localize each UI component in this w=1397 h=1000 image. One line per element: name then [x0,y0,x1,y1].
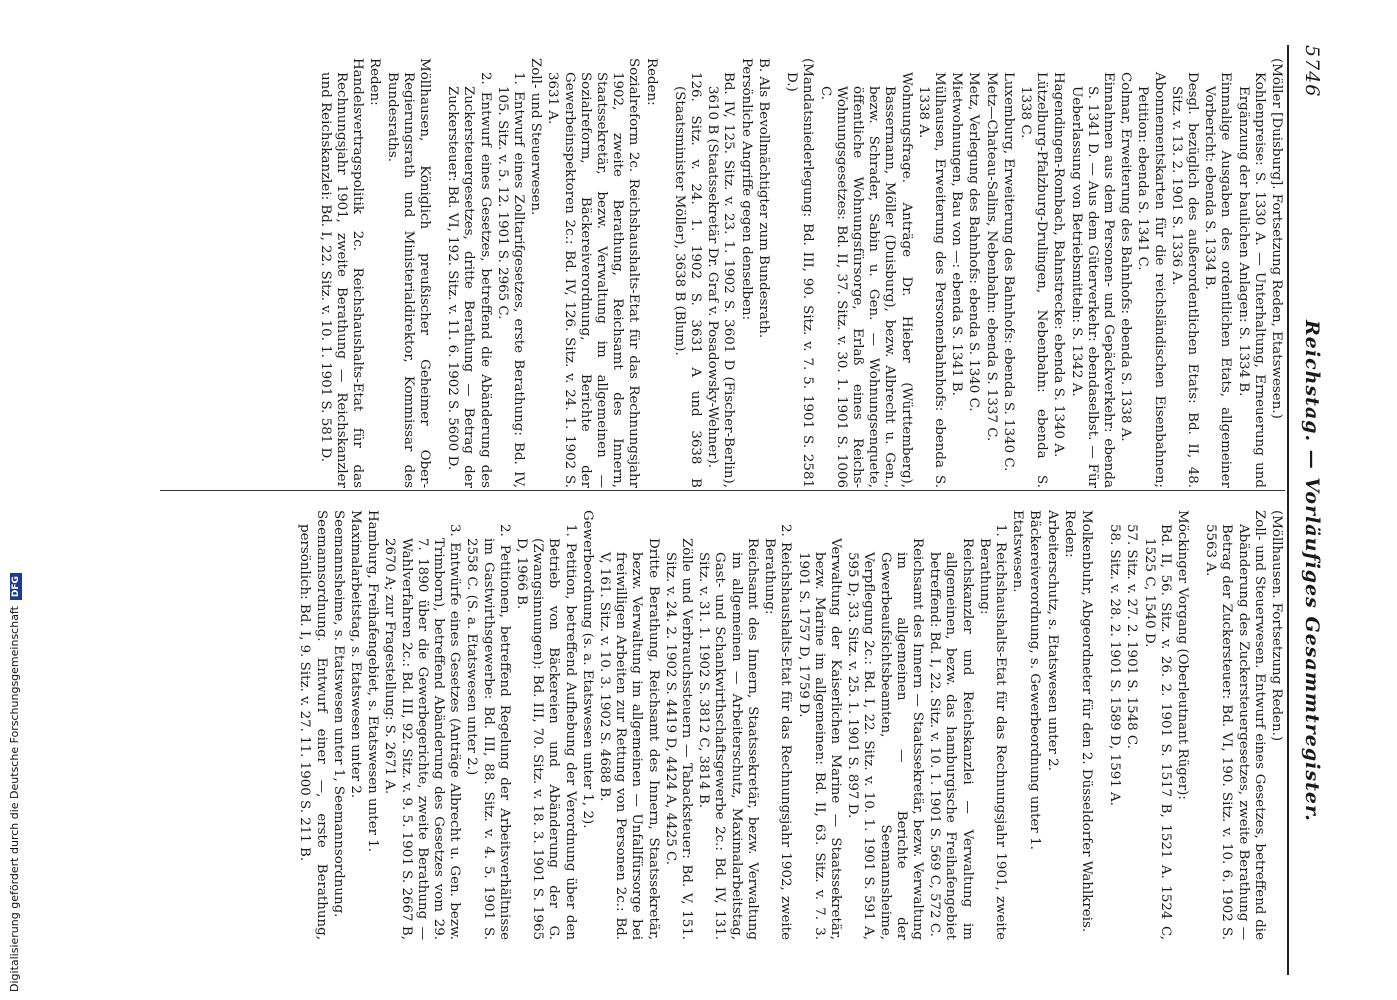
right-column-entry: Bäckereiverordnung, s. Gewerbeordnung unter 1. [1027,510,1043,850]
left-column-entry: Mietwohnungen, Bau von —: ebenda S. 1341 B. [949,72,965,396]
left-column-entry: Sozialreform 2c. Reichshaushalts-Etat für das Rechnungsjahr 1902, zweite Berathung, Reichsamt des Innern, Staatssekretär, bezw. Verwaltung im allgemeinen — Sozialreform, Bäckereiverordnung, Berichte der Gewerbeinspektoren 2c.: Bd. IV, 126. Sitz. v. 24. 1. 1902 S. 3631 A. [545,58,642,488]
digitization-footer [8,573,22,992]
left-column-entry: Luxemburg, Erweiterung des Bahnhofs: ebenda S. 1340 C. [1000,72,1016,472]
right-column-entry: 58. Sitz. v. 28. 2. 1901 S. 1589 D, 1591 A. [1107,524,1123,806]
left-column-entry [772,58,782,488]
left-column-entry: Möllhausen, Königlich preußischer Geheimer Ober-Regierungsrath und Ministerialdirektor, Kommissar des Bundesraths. [384,58,433,488]
left-column-entry: Kohlenpreise: S. 1330 A. — Unterhaltung, Erneuerung und Ergänzung der baulichen Anlagen: S. 1334 B. [1235,72,1267,488]
left-column-entry: Mülhausen, Erweiterung des Personenbahnhofs: ebenda S. 1338 A. [915,72,947,488]
left-column-entry: Reden: [367,58,383,106]
left-column-entry: Zoll- und Steuerwesen. [528,58,544,216]
left-column-entry: Metz—Chateau-Salins, Nebenbahn: ebenda S. 1337 C. [983,72,999,442]
left-column-entry: Bd. IV, 125. Sitz. v. 23. 1. 1902 S. 3601 D (Fischer-Berlin), 3610 B (Staatssekretär Dr. Graf v. Posadowsky-Wehner). [705,72,737,488]
left-column-entry: Wohnungsfrage. Anträge Dr. Hieber (Württemberg), Bassermann, Möller (Duisburg), bezw. Albrecht u. Gen., bezw. Schrader, Sabin u. Gen. — Wohnungsenquete, öffentliche Wohnungsfürsorge, Erlaß eines Reichs-Wohnungsgesetzes: Bd. II, 37. Sitz. v. 30. 1. 1901 S. 1006 C. [817,72,914,488]
right-column-entry: Maximalarbeitstag, s. Etatswesen unter 2. [348,510,364,799]
left-column-entry: 2. Entwurf eines Gesetzes, betreffend die Abänderung des Zuckersteuergesetzes, dritte Berathung — Betrag der Zuckersteuer: Bd. VI, 192. Sitz. v. 11. 6. 1902 S. 5600 D. [445,72,493,488]
right-column-entry: 2. Reichshaushalts-Etat für das Rechnungsjahr 1902, zweite Berathung: [762,524,794,940]
left-column-entry: Persönliche Angriffe gegen denselben: [738,58,754,321]
left-column-entry: Reden: [643,58,659,106]
right-column-entry: Möckinger Vorgang (Oberleutnant Rüger): [1174,510,1190,800]
left-column-entry: 1. Entwurf eines Zolltarifgesetzes, erste Berathung: Bd. IV, 105. Sitz. v. 5. 12. 1901 S. 2965 C. [494,72,527,488]
column-separator [160,490,1285,491]
page-number: 5746 [1301,45,1323,98]
right-column-entry: Reichsamt des Innern, Staatssekretär, bezw. Verwaltung im allgemeinen — Arbeiterschutz, Maximalarbeitstag, Gast- und Schankwirthschaftsgewerbe 2c.: Bd. IV, 131. Sitz. v. 31. 1. 1902 S. 3812 C, 3814 B. [696,538,760,940]
right-column-entry [1095,510,1105,940]
right-column-entry: Gewerbeordnung (s. a. Etatswesen unter 1, 2). [579,510,595,829]
right-column-entry: Bd. II, 56. Sitz. v. 26. 2. 1901 S. 1517 B, 1521 A. 1524 C, 1525 C, 1540 D. [1141,524,1173,940]
right-column-entry: Reichskanzler und Reichskanzlei — Verwaltung im allgemeinen, bezw. das hamburgische Freihafengebiet betreffend: Bd. I, 22. Sitz. v. 10. 1. 1901 S. 569 C, 572 C. [927,538,975,940]
right-column-entry: 57. Sitz. v. 27. 2. 1901 S. 1548 C. [1124,524,1140,749]
right-column-entry: 3. Entwürfe eines Gesetzes (Anträge Albrecht u. Gen. bezw. Trimborn), betreffend Abänderung des Gesetzes vom 29. 7. 1890 über die Gewerbegerichte, zweite Berathung — Wahlverfahren 2c.: Bd. III, 92. Sitz. v. 9. 5. 1901 S. 2667 B, 2670 A; zur Fragestellung: S. 2671 A. [382,524,463,940]
right-column-entry: Reden: [1061,510,1077,558]
left-column-entry: Hagendingen-Rombach, Bahnstrecke: ebenda S. 1340 A. [1051,72,1067,458]
right-column-entry: Arbeiterschutz, s. Etatswesen unter 2. [1044,510,1060,771]
left-column-entry: Lützelburg-Pfalzburg-Drulingen, Nebenbahn: ebenda S. 1338 C. [1017,72,1050,488]
right-column-entry: (Möllhausen. Fortsetzung Reden.) [1269,510,1284,742]
right-column-entry: 2. Petitionen, betreffend Regelung der Arbeitsverhältnisse im Gastwirthsgewerbe: Bd. III, 88. Sitz. v. 4. 5. 1901 S. 2558 C. (S. a. Etatswesen unter 2.) [464,524,512,940]
left-column [317,58,1285,488]
right-column-entry: Seemannsordnung. Entwurf einer —, erste Berathung, persönlich: Bd. I, 9. Sitz. v. 27. 11. 1900 S. 211 B. [297,510,329,940]
right-column-entry: Seemannsheime, s. Etatswesen unter 1, Seemannsordnung. [330,510,346,918]
left-column-entry: Handelsvertragspolitik 2c. Reichshaushalts-Etat für das Rechnungsjahr 1901, zweite Berathung — Reichskanzler und Reichskanzlei: Bd. I, 22. Sitz. v. 10. 1. 1901 S. 581 D. [317,58,366,488]
left-column-entry [433,58,443,488]
right-column-entry: Hamburg, Freihafengebiet, s. Etatswesen unter 1. [365,510,381,853]
page-header [1291,0,1331,1000]
dfg-logo: DFG [10,573,22,600]
right-column-entry: Molkenbuhr, Abgeordneter für den 2. Düsseldorfer Wahlkreis. [1078,510,1094,933]
right-column-entry: Zölle und Verbrauchssteuern — Tabacksteuer: Bd. V, 151. Sitz. v. 24. 2. 1902 S. 4419 D, 4424 A, 4425 C. [662,538,695,940]
header-rule [1287,45,1289,975]
left-column-entry: Einmalige Ausgaben des ordentlichen Etats, allgemeiner Vorbericht: ebenda S. 1334 B. [1202,72,1234,488]
left-column-entry: Einnahmen aus dem Personen- und Gepäckverkehr: ebenda S. 1341 D. — Aus dem Güterverkehr: ebendaselbst. — Für Ueberlassung von Betriebsmitteln: S. 1342 A. [1068,72,1116,488]
right-column-entry: Verwaltung der Kaiserlichen Marine — Staatssekretär, bezw. Marine im allgemeinen: Bd. II, 63. Sitz. v. 7. 3. 1901 S. 1757 D, 1759 D. [795,538,843,940]
page-title: Reichstag. — Vorläufiges Gesammtregister. [1301,320,1323,822]
right-column-entry: Dritte Berathung, Reichsamt des Innern, Staatssekretär, bezw. Verwaltung im allgemeinen — Unfallfürsorge bei freiwilligen Arbeiten zur Rettung von Personen 2c.: Bd. V, 161. Sitz. v. 10. 3. 1902 S. 4688 B. [597,538,661,940]
right-column-entry [1191,510,1201,940]
footer-text: Digitalisierung gefördert durch die Deutsche Forschungsgemeinschaft [8,606,21,992]
right-column [296,510,1285,940]
left-column-entry: B. Als Bevollmächtigter zum Bundesrath. [755,58,771,339]
left-column-entry: (Möller [Duisburg]. Fortsetzung Reden, Etatswesen.) [1269,58,1284,419]
left-column-entry: 126. Sitz. v. 24. 1. 1902 S. 3631 A und 3638 B (Staatsminister Möller), 3638 B (Blum). [671,72,704,488]
left-column-entry [660,58,670,488]
right-column-entry: Zoll- und Steuerwesen. Entwurf eines Gesetzes, betreffend die Abänderung des Zuckersteuergesetzes, zweite Berathung — Betrag der Zuckersteuer: Bd. VI, 190. Sitz. v. 10. 6. 1902 S. 5563 A. [1203,510,1267,940]
left-column-entry: Metz, Verlegung des Bahnhofs: ebenda S. 1340 C. [966,72,982,412]
right-column-entry: Etatswesen. [1010,510,1026,593]
left-column-entry: Abonnementskarten für die reichsländischen Eisenbahnen; Petition: ebenda S. 1341 C. [1135,72,1167,488]
right-column-entry: Reichsamt des Innern — Staatssekretär, bezw. Verwaltung im allgemeinen — Berichte der Gewerbeaufsichtsbeamten, Seemannsheime, Verpflegung 2c.: Bd. I, 22. Sitz. v. 10. 1. 1901 S. 591 A, 595 D; 33. Sitz. v. 25. 1. 1901 S. 897 D. [845,538,925,940]
left-column-entry: Colmar, Erweiterung des Bahnhofs: ebenda S. 1338 A. [1118,72,1134,442]
left-column-entry: Desgl. bezüglich des außerordentlichen Etats: Bd. II, 48. Sitz. v. 13. 2. 1901 S. 1336 A. [1168,72,1200,488]
right-column-entry: 1. Reichshaushalts-Etat für das Rechnungsjahr 1901, zweite Berathung: [976,524,1008,940]
left-column-entry: (Mandatsniederlegung: Bd. III, 90. Sitz. v. 7. 5. 1901 S. 2581 D.) [784,58,816,488]
right-column-entry: 1. Petition, betreffend Aufhebung der Verordnung über den Betrieb von Bäckereien und Abänderung der G. (Zwangsinnungen): Bd. III, 70. Sitz. v. 18. 3. 1901 S. 1965 D, 1966 B. [514,524,578,940]
